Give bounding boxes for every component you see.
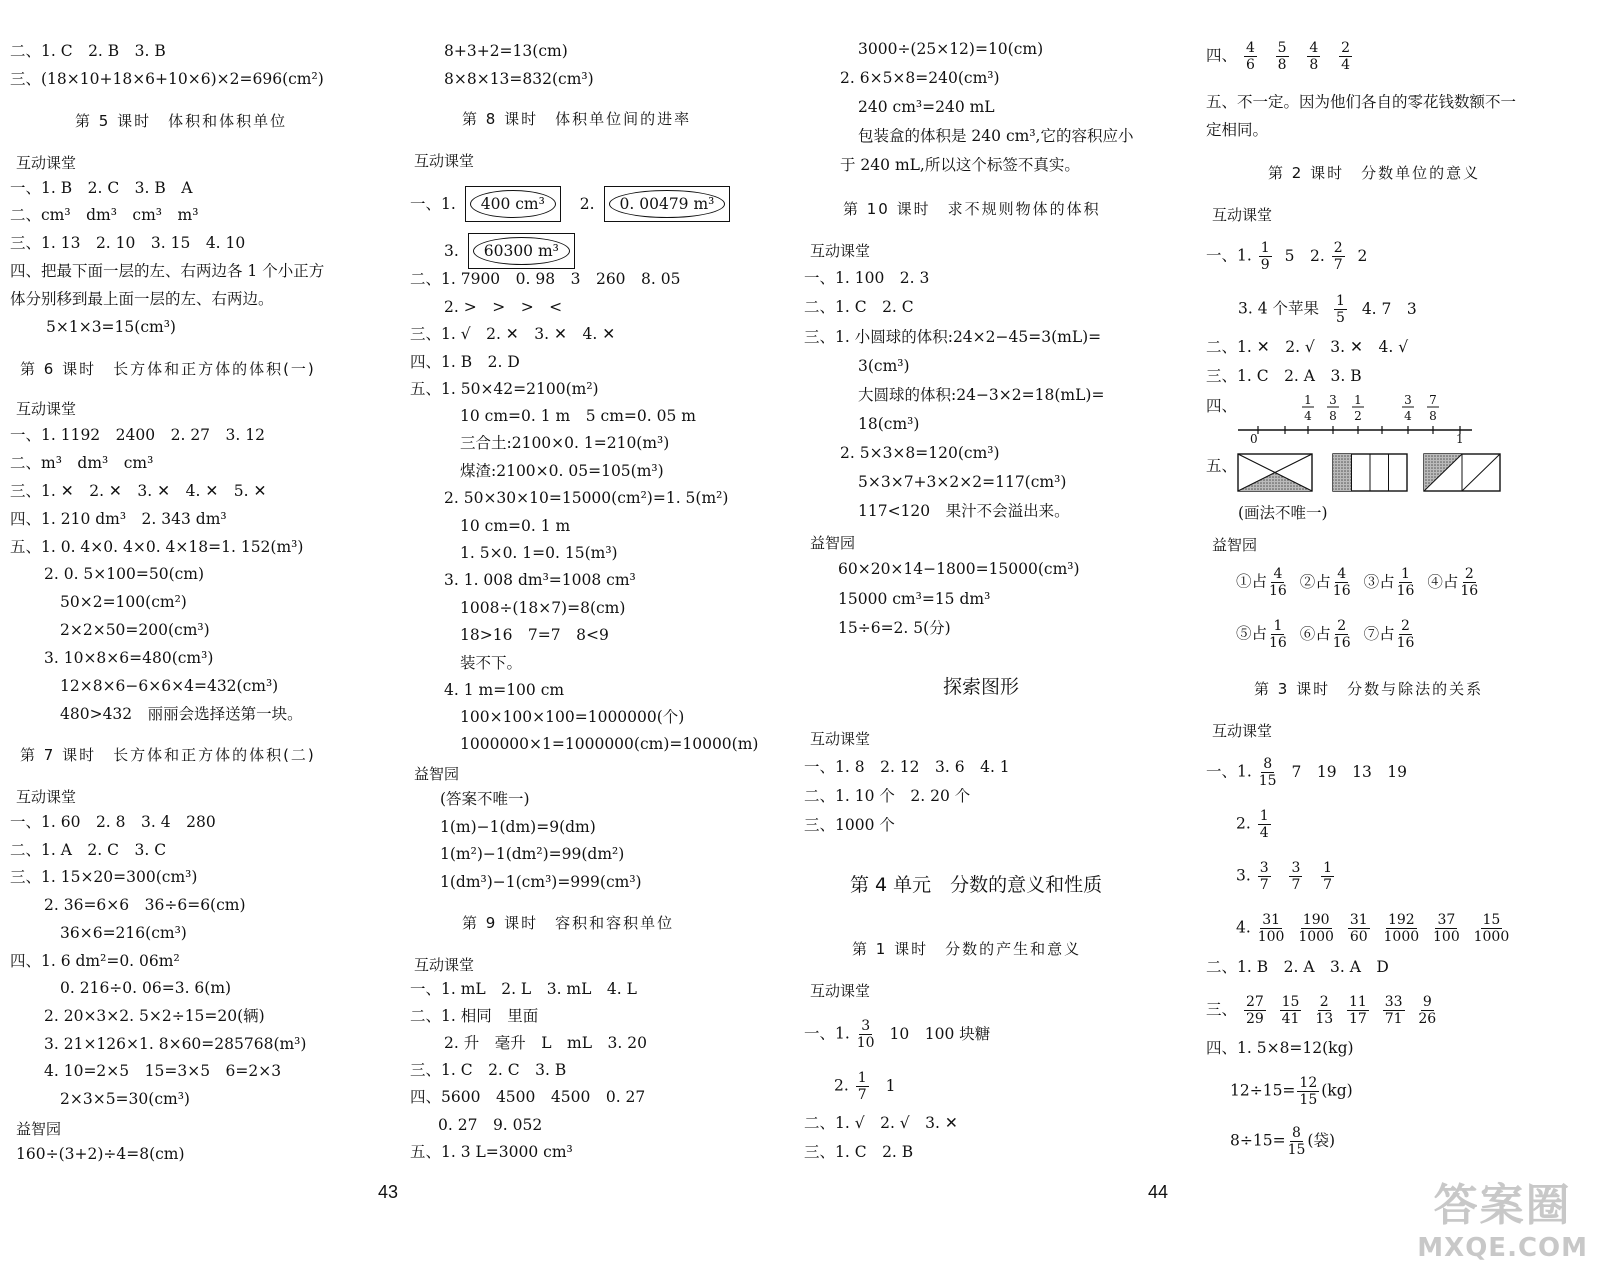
item-label: 2. — [1236, 814, 1251, 833]
answer-line: 一、1. 60 2. 8 3. 4 280 — [10, 813, 216, 831]
circled-answer: 400 cm³ — [470, 190, 556, 218]
fraction: $\frac{31}{100}$ — [1257, 912, 1285, 945]
answer-line — [1236, 860, 1336, 893]
item-label: 一、1. — [1206, 762, 1252, 781]
fraction: $\frac{1}{16}$ — [1396, 566, 1415, 599]
section-heading: 互动课堂 — [16, 788, 77, 806]
answer-text: 4. 7 3 — [1361, 299, 1417, 318]
answer-line: 160÷(3+2)÷4=8(cm) — [16, 1145, 185, 1163]
answer-line: 1(m)−1(dm)=9(dm) — [440, 818, 596, 836]
answer-line: 二、1. 7900 0. 98 3 260 8. 05 — [410, 270, 681, 288]
answer-line: 60×20×14−1800=15000(cm³) — [838, 560, 1080, 578]
fraction: $\frac{1}{7}$ — [857, 1070, 867, 1103]
boxed-answer — [604, 186, 731, 222]
lesson-title: 第 1 课时 分数的产生和意义 — [852, 940, 1082, 958]
answer-line — [1230, 1125, 1335, 1158]
fraction: $\frac{1}{5}$ — [1335, 293, 1345, 326]
svg-text:1: 1 — [1354, 393, 1362, 407]
answer-line: 二、1. 相同 里面 — [410, 1007, 539, 1025]
answer-line: 四、5600 4500 4500 0. 27 — [410, 1088, 646, 1106]
fraction: $\frac{8}{15}$ — [1258, 756, 1277, 789]
answer-line: 四、 — [1206, 397, 1238, 415]
answer-line: 2. 6×5×8=240(cm³) — [840, 69, 1000, 87]
section-heading: 益智园 — [414, 765, 460, 783]
svg-text:1: 1 — [1304, 393, 1312, 407]
answer-line: 四、1. B 2. D — [410, 353, 520, 371]
fraction: $\frac{33}{71}$ — [1384, 994, 1403, 1027]
answer-line — [1236, 912, 1511, 945]
answer-line: 定相同。 — [1206, 121, 1269, 139]
svg-text:2: 2 — [1354, 409, 1362, 423]
answer-line: 三、(18×10+18×6+10×6)×2=696(cm²) — [10, 70, 324, 88]
answer-line: 100×100×100=1000000(个) — [460, 708, 685, 726]
answer-line: 15000 cm³=15 dm³ — [838, 590, 991, 608]
page-number: 44 — [1148, 1182, 1169, 1202]
item-label: 一、1. — [410, 195, 456, 213]
lesson-title: 第 2 课时 分数单位的意义 — [1268, 164, 1481, 182]
fraction: $\frac{27}{29}$ — [1245, 994, 1264, 1027]
fraction: $\frac{2}{16}$ — [1396, 618, 1415, 651]
answer-line: 四、1. 6 dm²=0. 06m² — [10, 952, 180, 970]
answer-line: 2×3×5=30(cm³) — [60, 1090, 190, 1108]
fraction: $\frac{12}{15}$ — [1299, 1075, 1318, 1108]
answer-line — [1236, 618, 1416, 651]
answer-line: 3. 21×126×1. 8×60=285768(m³) — [44, 1035, 307, 1053]
fraction: $\frac{15}{1000}$ — [1473, 912, 1510, 945]
answer-line: 3(cm³) — [858, 357, 910, 375]
number-line-zero: 0 — [1250, 432, 1258, 446]
section-heading: 益智园 — [810, 534, 856, 552]
answer-line: 8+3+2=13(cm) — [444, 42, 568, 60]
fraction: $\frac{11}{17}$ — [1349, 994, 1367, 1027]
fraction: $\frac{3}{7}$ — [1259, 860, 1269, 893]
item-label: 一、1. — [1206, 246, 1252, 265]
item-label: 一、1. — [804, 1024, 850, 1043]
item-label: 三、 — [1206, 1000, 1238, 1019]
item-label: ③占 — [1363, 572, 1395, 591]
answer-text: 3. 4 个苹果 — [1238, 299, 1320, 318]
answer-line: 四、1. 5×8=12(kg) — [1206, 1039, 1354, 1057]
answer-line: 五、1. 3 L=3000 cm³ — [410, 1143, 573, 1161]
fraction: $\frac{31}{60}$ — [1349, 912, 1368, 945]
answer-line: 四、1. 210 dm³ 2. 343 dm³ — [10, 510, 227, 528]
answer-line: 2. 50×30×10=15000(cm²)=1. 5(m²) — [444, 489, 729, 507]
answer-line: 2. > > > < — [444, 298, 563, 316]
answer-line: 四、把最下面一层的左、右两边各 1 个小正方 — [10, 262, 325, 280]
lesson-title: 第 3 课时 分数与除法的关系 — [1254, 680, 1484, 698]
answer-line: 1000000×1=1000000(cm)=10000(m) — [460, 735, 759, 753]
section-heading: 互动课堂 — [414, 152, 475, 170]
section-heading: 互动课堂 — [810, 242, 871, 260]
fraction: $\frac{37}{100}$ — [1433, 912, 1460, 945]
answer-line — [834, 1070, 895, 1103]
answer-line: 一、1. mL 2. L 3. mL 4. L — [410, 980, 637, 998]
answer-line: 三、1. C 2. A 3. B — [1206, 367, 1362, 385]
section-heading: 互动课堂 — [16, 154, 77, 172]
circled-answer: 0. 00479 m³ — [609, 190, 726, 218]
answer-text: 2 — [1357, 246, 1368, 265]
svg-text:3: 3 — [1329, 393, 1337, 407]
answer-line: 五、 — [1206, 457, 1238, 475]
section-heading: 互动课堂 — [1212, 206, 1273, 224]
fraction: $\frac{9}{26}$ — [1418, 994, 1437, 1027]
answer-line: 18(cm³) — [858, 415, 920, 433]
svg-text:4: 4 — [1304, 409, 1312, 423]
answer-text: (kg) — [1321, 1081, 1353, 1100]
answer-line: 二、1. 10 个 2. 20 个 — [804, 787, 971, 805]
item-label: ④占 — [1427, 572, 1459, 591]
answer-line: 大圆球的体积:24−3×2=18(mL)= — [858, 386, 1105, 404]
fraction: $\frac{5}{8}$ — [1277, 40, 1287, 73]
svg-text:8: 8 — [1429, 409, 1437, 423]
number-line — [1236, 392, 1476, 448]
fraction: $\frac{3}{10}$ — [856, 1018, 875, 1051]
answer-line: 10 cm=0. 1 m 5 cm=0. 05 m — [460, 407, 696, 425]
lesson-title: 第 8 课时 体积单位间的进率 — [462, 110, 692, 128]
answer-line: 二、1. C 2. C — [804, 298, 914, 316]
answer-line — [410, 186, 730, 222]
answer-line: 五、1. 0. 4×0. 4×0. 4×18=1. 152(m³) — [10, 538, 304, 556]
answer-line — [1206, 40, 1354, 73]
svg-text:3: 3 — [1404, 393, 1412, 407]
fraction: $\frac{4}{16}$ — [1269, 566, 1287, 599]
answer-line: 15÷6=2. 5(分) — [838, 619, 951, 637]
answer-line — [1238, 293, 1417, 326]
answer-line: 2. 5×3×8=120(cm³) — [840, 444, 1000, 462]
fraction: $\frac{2}{16}$ — [1332, 618, 1351, 651]
section-heading: 互动课堂 — [414, 956, 475, 974]
item-label: ②占 — [1299, 572, 1331, 591]
watermark-logo-text: 答案圈 — [1433, 1180, 1572, 1231]
lesson-title: 第 5 课时 体积和体积单位 — [75, 112, 288, 130]
watermark — [1417, 1169, 1588, 1263]
fraction: $\frac{4}{6}$ — [1245, 40, 1255, 73]
item-label: 3. — [444, 242, 459, 260]
answer-line — [1206, 756, 1407, 789]
note-text: (画法不唯一) — [1238, 504, 1328, 522]
fraction: $\frac{1}{16}$ — [1269, 618, 1287, 651]
answer-line: 装不下。 — [460, 654, 523, 672]
answer-line: 二、1. B 2. A 3. A D — [1206, 958, 1389, 976]
answer-line: 12×8×6−6×6×4=432(cm³) — [60, 677, 279, 695]
answer-line: 1. 5×0. 1=0. 15(m³) — [460, 544, 618, 562]
answer-line: 3. 1. 008 dm³=1008 cm³ — [444, 571, 636, 589]
answer-text: 10 100 块糖 — [889, 1024, 991, 1043]
answer-line: 一、1. 100 2. 3 — [804, 269, 930, 287]
answer-line: 1008÷(18×7)=8(cm) — [460, 599, 626, 617]
answer-line: 50×2=100(cm²) — [60, 593, 187, 611]
answer-line: 2. 升 毫升 L mL 3. 20 — [444, 1034, 647, 1052]
fraction: $\frac{4}{16}$ — [1332, 566, 1351, 599]
answer-line: 三、1000 个 — [804, 816, 895, 834]
item-label: ⑦占 — [1363, 624, 1395, 643]
answer-line: 18>16 7=7 8<9 — [460, 626, 609, 644]
answer-line — [1236, 566, 1480, 599]
answer-text: 5 2. — [1284, 246, 1325, 265]
answer-line: 2. 20×3×2. 5×2÷15=20(辆) — [44, 1007, 265, 1025]
item-label: 2. — [579, 195, 595, 213]
answer-line — [1206, 994, 1438, 1027]
answer-line: 二、m³ dm³ cm³ — [10, 454, 154, 472]
fraction: $\frac{1}{7}$ — [1323, 860, 1333, 893]
item-label: 四、 — [1206, 46, 1238, 65]
lesson-title: 第 6 课时 长方体和正方体的体积(一) — [20, 360, 316, 378]
answer-line: 5×3×7+3×2×2=117(cm³) — [858, 473, 1067, 491]
answer-line: 二、cm³ dm³ cm³ m³ — [10, 206, 199, 224]
answer-line — [1236, 808, 1273, 841]
answer-line: 五、1. 50×42=2100(m²) — [410, 380, 599, 398]
fraction: $\frac{2}{16}$ — [1460, 566, 1479, 599]
section-heading: 互动课堂 — [810, 982, 871, 1000]
section-heading: 互动课堂 — [16, 400, 77, 418]
answer-line — [1230, 1075, 1353, 1108]
answer-line: 2. 36=6×6 36÷6=6(cm) — [44, 896, 246, 914]
answer-line: 1(m²)−1(dm²)=99(dm²) — [440, 845, 625, 863]
unit-title: 探索图形 — [943, 676, 1020, 698]
answer-line: 一、1. B 2. C 3. B A — [10, 179, 193, 197]
answer-line: 体分别移到最上面一层的左、右两边。 — [10, 290, 274, 308]
boxed-answer — [468, 233, 575, 269]
fraction-shapes — [1236, 452, 1506, 494]
circled-answer: 60300 m³ — [473, 237, 570, 265]
answer-line: 三、1. ✕ 2. ✕ 3. ✕ 4. ✕ 5. ✕ — [10, 482, 267, 500]
answer-line — [804, 1018, 990, 1051]
svg-text:8: 8 — [1329, 409, 1337, 423]
fraction: $\frac{3}{7}$ — [1291, 860, 1301, 893]
answer-line: 三、1. 13 2. 10 3. 15 4. 10 — [10, 234, 246, 252]
section-heading: 益智园 — [1212, 536, 1258, 554]
page-number: 43 — [378, 1182, 399, 1202]
fraction: $\frac{2}{13}$ — [1315, 994, 1334, 1027]
answer-line: 5×1×3=15(cm³) — [46, 318, 176, 336]
answer-line: 4. 10=2×5 15=3×5 6=2×3 — [44, 1062, 282, 1080]
answer-line: 二、1. A 2. C 3. C — [10, 841, 167, 859]
answer-line: 0. 27 9. 052 — [438, 1116, 543, 1134]
answer-line: 三合土:2100×0. 1=210(m³) — [460, 434, 670, 452]
answer-text: 1 — [885, 1076, 896, 1095]
answer-line: 8×8×13=832(cm³) — [444, 70, 594, 88]
answer-line: 240 cm³=240 mL — [858, 98, 995, 116]
answer-line — [444, 233, 575, 269]
section-heading: 互动课堂 — [810, 730, 871, 748]
item-label: 4. — [1236, 918, 1251, 937]
answer-line: 2. 0. 5×100=50(cm) — [44, 565, 205, 583]
fraction: $\frac{2}{7}$ — [1333, 240, 1343, 273]
answer-line: 1(dm³)−1(cm³)=999(cm³) — [440, 873, 642, 891]
answer-line: (答案不唯一) — [440, 790, 530, 808]
answer-line: 二、1. C 2. B 3. B — [10, 42, 166, 60]
svg-text:4: 4 — [1404, 409, 1412, 423]
answer-line — [1206, 240, 1367, 273]
answer-line: 包装盒的体积是 240 cm³,它的容积应小 — [858, 127, 1134, 145]
watermark-url: MXQE.COM — [1417, 1233, 1588, 1263]
item-label: ⑥占 — [1299, 624, 1331, 643]
answer-line: 二、1. √ 2. √ 3. ✕ — [804, 1114, 958, 1132]
item-label: 3. — [1236, 866, 1251, 885]
fraction: $\frac{1}{4}$ — [1259, 808, 1269, 841]
svg-text:7: 7 — [1429, 393, 1437, 407]
answer-line: 117<120 果汁不会溢出来。 — [858, 502, 1070, 520]
answer-line: 五、不一定。因为他们各自的零花钱数额不一 — [1206, 93, 1517, 111]
item-label: ⑤占 — [1236, 624, 1268, 643]
section-heading: 益智园 — [16, 1120, 62, 1138]
answer-line: 3000÷(25×12)=10(cm) — [858, 40, 1044, 58]
answer-text: 8÷15= — [1230, 1131, 1286, 1150]
answer-line: 三、1. C 2. C 3. B — [410, 1061, 567, 1079]
answer-line: 三、1. 15×20=300(cm³) — [10, 868, 198, 886]
boxed-answer — [465, 186, 561, 222]
answer-text: 7 19 13 19 — [1291, 762, 1408, 781]
fraction: $\frac{1}{9}$ — [1260, 240, 1270, 273]
unit-title: 第 4 单元 分数的意义和性质 — [850, 874, 1103, 896]
item-label: 2. — [834, 1076, 849, 1095]
lesson-title: 第 9 课时 容积和容积单位 — [462, 914, 675, 932]
fraction: $\frac{4}{8}$ — [1309, 40, 1319, 73]
answer-line: 36×6=216(cm³) — [60, 924, 187, 942]
answer-line: 3. 10×8×6=480(cm³) — [44, 649, 214, 667]
item-label: ①占 — [1236, 572, 1268, 591]
answer-line: 煤渣:2100×0. 05=105(m³) — [460, 462, 664, 480]
answer-text: (袋) — [1307, 1131, 1335, 1150]
lesson-title: 第 10 课时 求不规则物体的体积 — [843, 200, 1101, 218]
number-line-one: 1 — [1456, 432, 1464, 446]
answer-line: 480>432 丽丽会选择送第一块。 — [60, 705, 303, 723]
answer-line: 0. 216÷0. 06=3. 6(m) — [60, 979, 232, 997]
answer-line: 10 cm=0. 1 m — [460, 517, 571, 535]
answer-line: 三、1. C 2. B — [804, 1143, 914, 1161]
fraction: $\frac{8}{15}$ — [1287, 1125, 1306, 1158]
answer-line: 2×2×50=200(cm³) — [60, 621, 210, 639]
fraction: $\frac{15}{41}$ — [1281, 994, 1300, 1027]
answer-text: 12÷15= — [1230, 1081, 1296, 1100]
answer-line: 4. 1 m=100 cm — [444, 681, 565, 699]
fraction: $\frac{192}{1000}$ — [1383, 912, 1420, 945]
answer-line: 二、1. ✕ 2. √ 3. ✕ 4. √ — [1206, 338, 1409, 356]
section-heading: 互动课堂 — [1212, 722, 1273, 740]
lesson-title: 第 7 课时 长方体和正方体的体积(二) — [20, 746, 316, 764]
answer-line: 于 240 mL,所以这个标签不真实。 — [840, 156, 1080, 174]
answer-line: 三、1. 小圆球的体积:24×2−45=3(mL)= — [804, 328, 1102, 346]
answer-line: 三、1. √ 2. ✕ 3. ✕ 4. ✕ — [410, 325, 616, 343]
answer-line: 一、1. 1192 2400 2. 27 3. 12 — [10, 426, 265, 444]
fraction: $\frac{190}{1000}$ — [1298, 912, 1334, 945]
answer-line: 一、1. 8 2. 12 3. 6 4. 1 — [804, 758, 1010, 776]
fraction: $\frac{2}{4}$ — [1341, 40, 1350, 73]
